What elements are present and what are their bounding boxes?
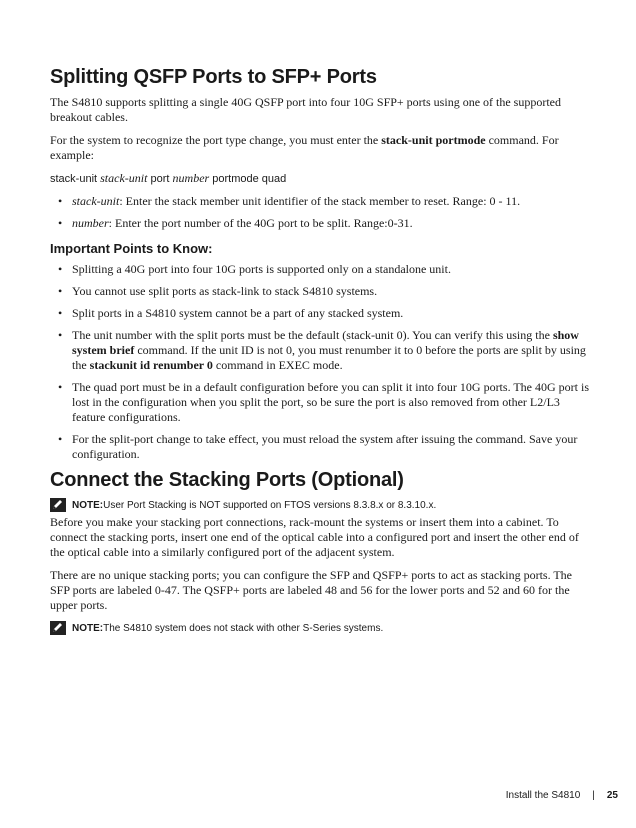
command-name-portmode: stack-unit portmode [381, 133, 486, 147]
paragraph-stacking-connections: Before you make your stacking port connections, rack-mount the systems or insert them into a cabinet. To connect the stacking ports, insert one end of the optical cable into a configured port and insert the other end of the optical cable into a similarly configured port of the adjacent system. [50, 515, 579, 559]
paragraph-portmode: For the system to recognize the port type change, you must enter the stack-unit portmode command. For example: [50, 133, 559, 162]
paragraph-stacking-ports: There are no unique stacking ports; you can configure the SFP and QSFP+ ports to act as stacking ports. The SFP ports are labeled 0-47. The QSFP+ ports are labeled 48 and 56 for the lower ports and 52 and 60 for the upper ports. [50, 568, 573, 612]
command-arg-number: number [172, 171, 210, 185]
footer-chapter: Install the S4810 [505, 790, 581, 801]
list-item: • You cannot use split ports as stack-link to stack S4810 systems. [72, 284, 590, 299]
page-number: 25 [606, 790, 618, 801]
note-pencil-icon [50, 498, 66, 512]
parameter-item: • number: Enter the port number of the 40G port to be split. Range:0-31. [72, 216, 590, 231]
important-points-list [50, 262, 590, 462]
note-pencil-icon [50, 621, 66, 635]
list-item: • Split ports in a S4810 system cannot be a part of any stacked system. [72, 306, 590, 321]
note-user-port-stacking: NOTE: User Port Stacking is NOT supported on FTOS versions 8.3.8.x or 8.3.10.x. [50, 498, 590, 512]
list-item: • Splitting a 40G port into four 10G ports is supported only on a standalone unit. [72, 262, 590, 277]
command-syntax: stack-unit stack-unit port number portmode quad [50, 171, 287, 185]
list-item: • The unit number with the split ports must be the default (stack-unit 0). You can verify this using the show system brief command. If the unit ID is not 0, you must renumber it to 0 before the ports are split by using the stackunit id renumber 0 command in EXEC mode. [72, 328, 590, 373]
command-show-system-brief: show system brief [72, 328, 579, 357]
note-s-series: NOTE: The S4810 system does not stack with other S-Series systems. [50, 621, 590, 635]
section-title-splitting: Splitting QSFP Ports to SFP+ Ports [50, 66, 377, 88]
list-item: • For the split-port change to take effect, you must reload the system after issuing the command. Save your configuration. [72, 432, 590, 462]
page-footer [506, 790, 618, 801]
command-arg-stack-unit: stack-unit [100, 171, 148, 185]
paragraph-split-intro: The S4810 supports splitting a single 40G QSFP port into four 10G SFP+ ports using one of the supported breakout cables. [50, 95, 561, 124]
document-page [50, 66, 590, 638]
parameter-list [50, 194, 590, 231]
footer-separator: | [592, 790, 595, 801]
parameter-item: • stack-unit: Enter the stack member unit identifier of the stack member to reset. Range: 0 - 11. [72, 194, 590, 209]
section-title-stacking: Connect the Stacking Ports (Optional) [50, 469, 404, 491]
list-item: • The quad port must be in a default configuration before you can split it into four 10G ports. The 40G port is lost in the configuration when you split the port, so be sure the port is also removed from other L2/L3 feature configurations. [72, 380, 590, 425]
command-stackunit-renumber: stackunit id renumber 0 [89, 358, 213, 372]
important-points-heading: Important Points to Know: [50, 241, 213, 256]
